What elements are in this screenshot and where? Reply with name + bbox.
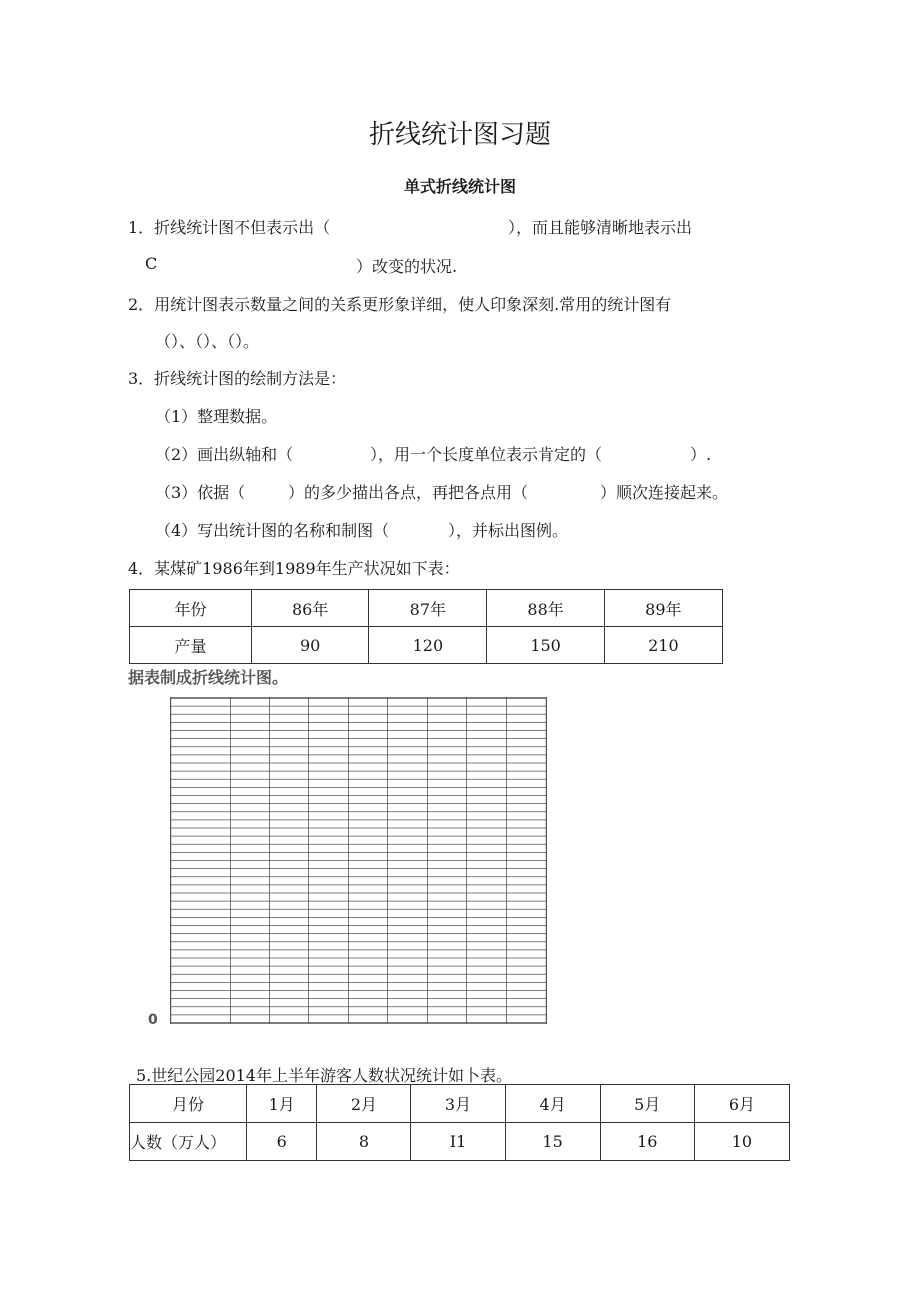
table-cell: 89年 <box>604 590 722 627</box>
q3-step3-part2: ）的多少描出各点，再把各点用（ <box>288 483 529 502</box>
q3-step4-part1: （4）写出统计图的名称和制图（ <box>155 521 390 540</box>
q1-line2-part2: ）改变的状况. <box>356 257 458 276</box>
table-cell: 87年 <box>369 590 487 627</box>
table-cell: 5月 <box>600 1085 694 1123</box>
table-cell: 90 <box>252 627 369 664</box>
table-cell: 年份 <box>130 590 252 627</box>
table-row <box>130 1085 790 1123</box>
table-cell: 210 <box>604 627 722 664</box>
q3-step2-part2: ），用一个长度单位表示肯定的（ <box>370 445 603 464</box>
q1-line2-part1: C <box>145 254 158 273</box>
q4-intro: 4．某煤矿1986年到1989年生产状况如下表： <box>128 559 460 578</box>
visitor-count-table <box>129 1084 790 1161</box>
table-cell: 4月 <box>505 1085 600 1123</box>
table-row <box>130 627 723 664</box>
chart-instruction: 据表制成折线统计图。 <box>128 668 289 687</box>
q3-intro: 3．折线统计图的绘制方法是： <box>128 369 347 388</box>
table-cell: 2月 <box>317 1085 411 1123</box>
table-cell: 3月 <box>411 1085 505 1123</box>
page-title: 折线统计图习题 <box>368 120 551 150</box>
table-cell: 产量 <box>130 627 252 664</box>
table-cell: 15 <box>505 1123 600 1161</box>
q3-step3-part3: ）顺次连接起来。 <box>600 483 729 502</box>
q3-step4-part2: ），并标出图例。 <box>448 521 569 540</box>
table-cell: 8 <box>317 1123 411 1161</box>
table-cell: 1月 <box>247 1085 317 1123</box>
table-cell: 10 <box>694 1123 789 1161</box>
q2-line1: 2．用统计图表示数量之间的关系更形象详细，使人印象深刻.常用的统计图有 <box>128 295 672 314</box>
table-row <box>130 1123 790 1161</box>
table-cell: 88年 <box>487 590 604 627</box>
q2-line2: （）、（）、（）。 <box>155 332 260 351</box>
coal-production-table <box>129 589 723 664</box>
table-cell: 6月 <box>694 1085 789 1123</box>
q3-step3-part1: （3）依据（ <box>155 483 246 502</box>
table-row <box>130 590 723 627</box>
table-cell: 6 <box>247 1123 317 1161</box>
q3-step1: （1）整理数据。 <box>155 407 278 426</box>
q1-line1-part2: ），而且能够清晰地表示出 <box>508 218 693 237</box>
table-cell: 86年 <box>252 590 369 627</box>
q1-line1-part1: 1．折线统计图不但表示出（ <box>128 218 331 237</box>
grid-origin-label: 0 <box>148 1012 158 1028</box>
q3-step2-part3: ）. <box>690 445 712 464</box>
table-cell: 月份 <box>130 1085 247 1123</box>
table-cell: I1 <box>411 1123 505 1161</box>
table-cell: 120 <box>369 627 487 664</box>
blank-chart-grid <box>170 697 547 1024</box>
q3-step2-part1: （2）画出纵轴和（ <box>155 445 294 464</box>
table-cell: 16 <box>600 1123 694 1161</box>
table-cell: 人数（万人） <box>130 1123 247 1161</box>
q5-intro: 5.世纪公园2014年上半年游客人数状况统计如卜表。 <box>136 1066 512 1085</box>
section-subtitle: 单式折线统计图 <box>403 177 516 196</box>
table-cell: 150 <box>487 627 604 664</box>
